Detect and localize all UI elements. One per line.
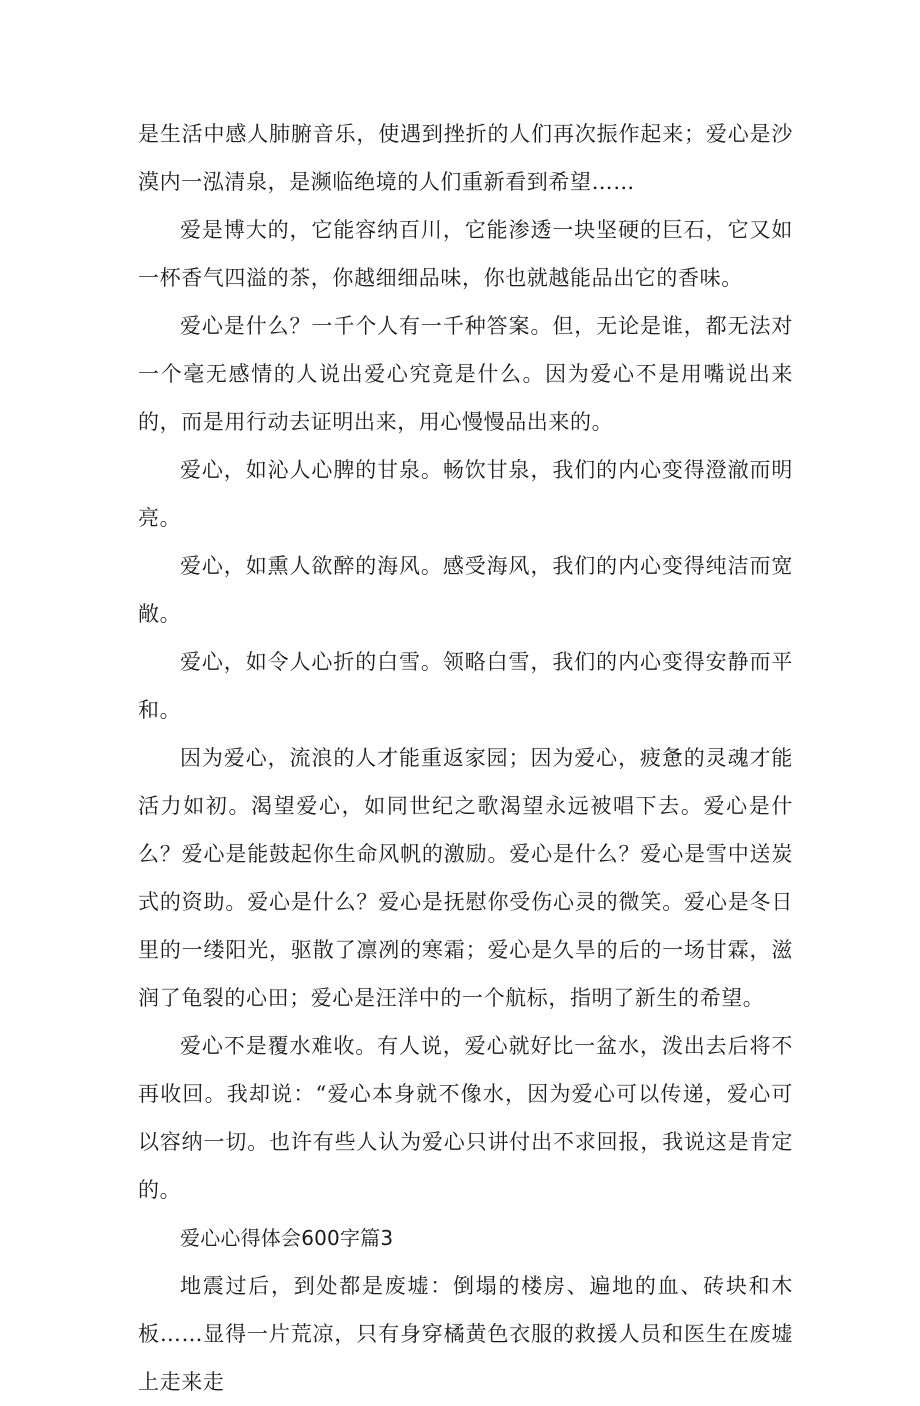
paragraph-love-as-music: 是生活中感人肺腑音乐，使遇到挫折的人们再次振作起来；爱心是沙漠内一泓清泉，是濒临绝境的人们重新看到希望……: [138, 122, 793, 194]
paragraph-love-like-water: 爱心不是覆水难收。有人说，爱心就好比一盆水，泼出去后将不再收回。我却说：“爱心本身就不像水，因为爱心可以传递，爱心可以容纳一切。也许有些人认为爱心只讲付出不求回报，我说这是肯定的。: [138, 1034, 793, 1202]
paragraph-what-is-love: 爱心是什么？一千个人有一千种答案。但，无论是谁，都无法对一个毫无感情的人说出爱心究竟是什么。因为爱心不是用嘴说出来的，而是用行动去证明出来，用心慢慢品出来的。: [138, 314, 793, 434]
paragraph-after-earthquake: 地震过后，到处都是废墟：倒塌的楼房、遍地的血、砖块和木板……显得一片荒凉，只有身穿橘黄色衣服的救援人员和医生在废墟上走来走: [138, 1274, 793, 1394]
paragraph-sea-breeze: 爱心，如熏人欲醉的海风。感受海风，我们的内心变得纯洁而宽敞。: [138, 554, 793, 626]
paragraph-because-of-love: 因为爱心，流浪的人才能重返家园；因为爱心，疲惫的灵魂才能活力如初。渴望爱心，如同世纪之歌渴望永远被唱下去。爱心是什么？爱心是能鼓起你生命风帆的激励。爱心是什么？爱心是雪中送炭式的资助。爱心是什么？爱心是抚慰你受伤心灵的微笑。爱心是冬日里的一缕阳光，驱散了凛冽的寒霜；爱心是久旱的后的一场甘霖，滋润了龟裂的心田；爱心是汪洋中的一个航标，指明了新生的希望。: [138, 746, 793, 1010]
paragraph-love-is-vast: 爱是博大的，它能容纳百川，它能渗透一块坚硬的巨石，它又如一杯香气四溢的茶，你越细细品味，你也就越能品出它的香味。: [138, 218, 793, 290]
paragraph-white-snow: 爱心，如令人心折的白雪。领略白雪，我们的内心变得安静而平和。: [138, 650, 793, 722]
paragraph-sweet-spring: 爱心，如沁人心脾的甘泉。畅饮甘泉，我们的内心变得澄澈而明亮。: [138, 458, 793, 530]
document-body: [138, 110, 793, 1406]
section-heading: 爱心心得体会600字篇3: [180, 1226, 394, 1250]
